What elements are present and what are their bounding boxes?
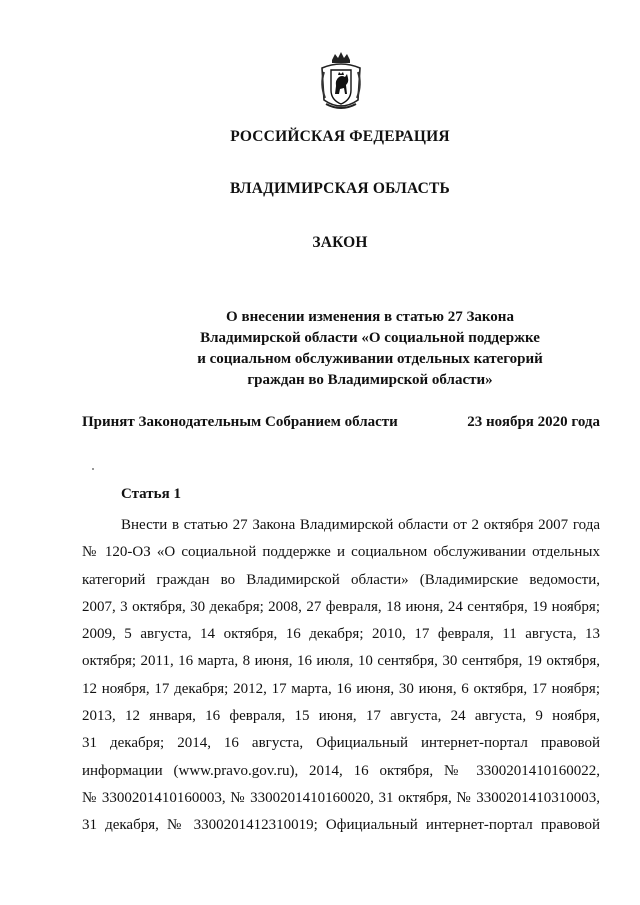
body-line: информации (www.pravo.gov.ru), 2014, 16 октября, № 3300201410160022, [82, 762, 600, 779]
doc-type-heading: ЗАКОН [312, 234, 368, 251]
article-heading: Статья 1 [121, 486, 181, 502]
law-title-line: граждан во Владимирской области» [247, 372, 493, 388]
body-line: октября; 2011, 16 марта, 8 июня, 16 июля, 10 сентября, 30 сентября, 19 октября, [82, 653, 600, 670]
law-title-line: О внесении изменения в статью 27 Закона [226, 309, 514, 325]
body-line: 2007, 3 октября, 30 декабря; 2008, 27 февраля, 18 июня, 24 сентября, 19 ноября; [82, 598, 600, 615]
body-line: № 3300201410160003, № 3300201410160020, 31 октября, № 3300201410310003, [82, 789, 600, 806]
body-line: № 120-ОЗ «О социальной поддержке и социальном обслуживании отдельных [82, 544, 600, 561]
adopted-by: Принят Законодательным Собранием области [82, 414, 398, 430]
body-line: Внести в статью 27 Закона Владимирской области от 2 октября 2007 года [121, 517, 600, 533]
law-title-line: Владимирской области «О социальной поддержке [200, 330, 540, 346]
country-heading: РОССИЙСКАЯ ФЕДЕРАЦИЯ [230, 128, 450, 145]
law-title [60, 307, 640, 391]
body-line: категорий граждан во Владимирской области» (Владимирские ведомости, [82, 571, 600, 588]
coat-of-arms-icon [318, 50, 364, 114]
article-body [82, 512, 600, 840]
body-line: 12 ноября, 17 декабря; 2012, 17 марта, 16 июня, 30 июня, 6 октября, 17 ноября; [82, 680, 600, 697]
scan-dot [92, 468, 94, 470]
region-heading: ВЛАДИМИРСКАЯ ОБЛАСТЬ [230, 180, 450, 197]
adoption-date: 23 ноября 2020 года [467, 414, 600, 430]
body-line: 2013, 12 января, 16 февраля, 15 июня, 17 августа, 24 августа, 9 ноября, [82, 708, 600, 725]
body-line: 2009, 5 августа, 14 октября, 16 декабря; 2010, 17 февраля, 11 августа, 13 [82, 626, 600, 643]
body-line: 31 декабря, № 3300201412310019; Официальный интернет-портал правовой [82, 817, 600, 834]
body-line: 31 декабря; 2014, 16 августа, Официальный интернет-портал правовой [82, 735, 600, 752]
law-title-line: и социальном обслуживании отдельных категорий [197, 351, 543, 367]
